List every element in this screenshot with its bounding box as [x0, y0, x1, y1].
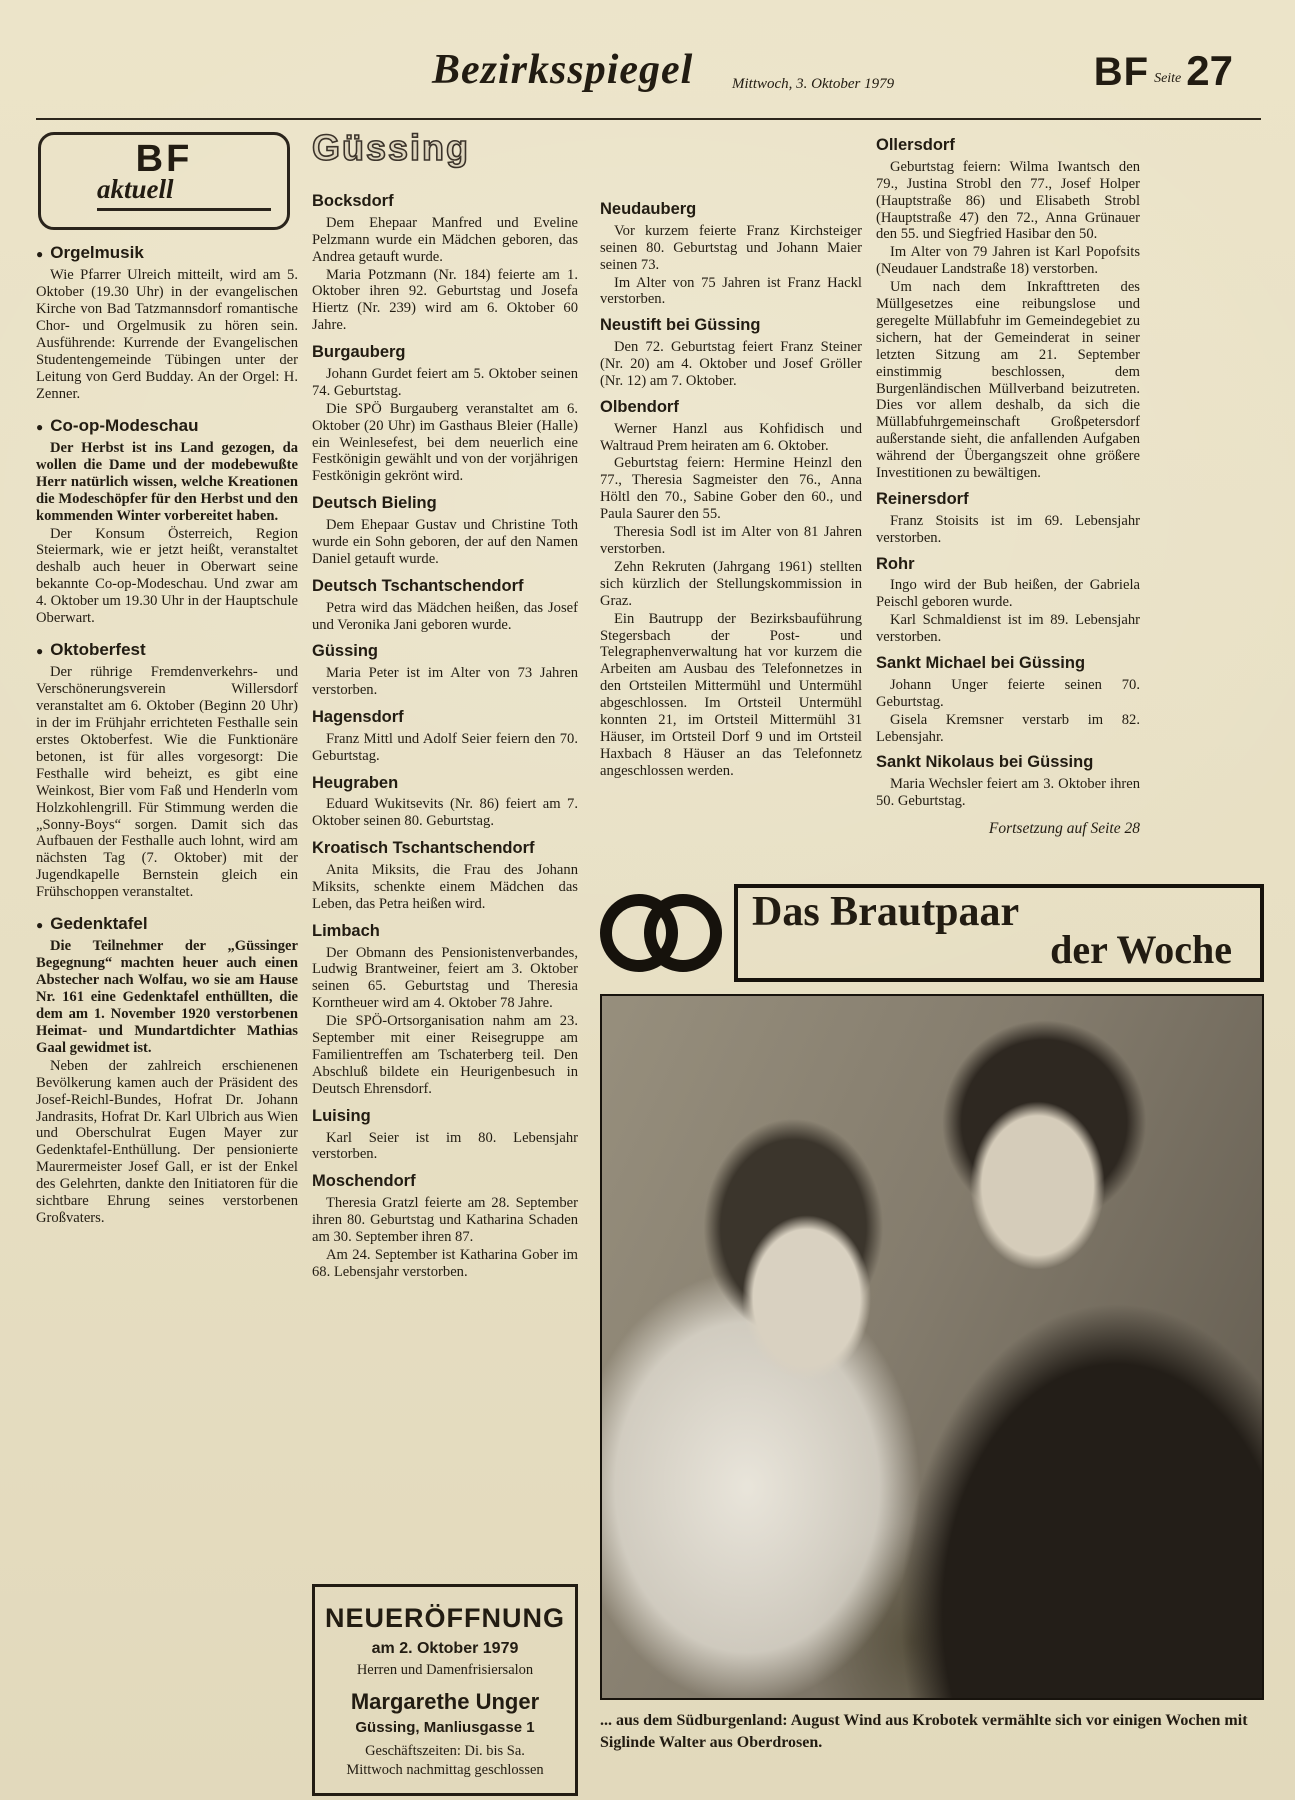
- wedding-rings-icon: [600, 889, 726, 977]
- ad-hours-line1: Geschäftszeiten: Di. bis Sa.: [365, 1742, 525, 1759]
- ad-address: Güssing, Manliusgasse 1: [355, 1718, 535, 1736]
- town-section-neudauberg: [600, 200, 862, 308]
- town-section-limbach: [312, 914, 578, 1099]
- article-paragraph: Der Herbst ist ins Land gezogen, da wollen die Dame und der modebewußte Herr natürlich wissen, welche Kreationen die Modeschöpfer für den Herbst und den kommenden Winter vorbereitet haben.: [36, 440, 298, 524]
- town-section-kroatisch-tschantschendorf: [312, 831, 578, 914]
- town-heading: Neustift bei Güssing: [600, 316, 761, 335]
- article-paragraph: Zehn Rekruten (Jahrgang 1961) stellten sich kürzlich der Stellungskommission in Graz.: [600, 558, 862, 609]
- masthead-title: Bezirksspiegel: [432, 47, 694, 93]
- page-number: 27: [1186, 47, 1233, 94]
- town-heading: Luising: [312, 1106, 371, 1125]
- article-paragraph: Eduard Wukitsevits (Nr. 86) feiert am 7. Oktober seinen 80. Geburtstag.: [312, 796, 578, 830]
- wedding-photo: [600, 994, 1264, 1700]
- bullet-icon: ●: [36, 644, 44, 658]
- dateline: Mittwoch, 3. Oktober 1979: [732, 76, 895, 92]
- town-section-sankt-michael: [876, 654, 1140, 745]
- article-paragraph: Dem Ehepaar Manfred und Eveline Pelzmann wurde ein Mädchen geboren, das Andrea getauft wurde.: [312, 214, 578, 265]
- article-coop-modeschau: [36, 416, 298, 627]
- article-gedenktafel: [36, 914, 298, 1227]
- town-heading: Güssing: [312, 642, 379, 661]
- article-paragraph: Am 24. September ist Katharina Gober im 68. Lebensjahr verstorben.: [312, 1246, 578, 1280]
- article-title: Oktoberfest: [50, 640, 146, 659]
- article-paragraph: Geburtstag feiern: Hermine Heinzl den 77., Theresia Sagmeister den 76., Anna Höltl den 70., Sabine Gober den 60., und Paula Saurer den 55.: [600, 455, 862, 523]
- article-paragraph: Maria Peter ist im Alter von 73 Jahren verstorben.: [312, 665, 578, 699]
- article-paragraph: Im Alter von 75 Jahren ist Franz Hackl verstorben.: [600, 274, 862, 308]
- bullet-icon: ●: [36, 247, 44, 261]
- brand-mark: BF: [1093, 50, 1150, 94]
- column-bf-aktuell: [36, 128, 298, 1228]
- town-section-moschendorf: [312, 1164, 578, 1281]
- town-heading: Deutsch Tschantschendorf: [312, 576, 524, 595]
- town-heading: Neudauberg: [600, 200, 697, 218]
- town-section-rohr: [876, 555, 1140, 646]
- article-paragraph: Um nach dem Inkrafttreten des Müllgesetzes eine reibungslose und geregelte Müllabfuhr im Gemeindegebiet zu sichern, hat der Gemeinderat in seiner letzten Sitzung am 21. September einstimmig beschlossen, dem Burgenländischen Müllverband beizutreten. Dies vor allem deshalb, da sich die Müllabfuhrgemeinschaft Großpetersdorf außerstande sieht, die anfallenden Aufgaben während der Übergangszeit ohne größere Investitionen zu bewältigen.: [876, 279, 1140, 482]
- article-paragraph: Maria Potzmann (Nr. 184) feierte am 1. Oktober ihren 92. Geburtstag und Josefa Hiertz (Nr. 239) wird am 6. Oktober 60 Jahre.: [312, 266, 578, 334]
- bf-logo-text: BF: [135, 138, 193, 180]
- article-paragraph: Die Teilnehmer der „Güssinger Begegnung“ machten heuer auch einen Abstecher nach Wolfau, wo sie am Hause Nr. 161 eine Gedenktafel enthüllten, die dem am 1. November 1920 verstorbenen Heimat- und Mundartdichter Mathias Gaal gewidmet ist.: [36, 938, 298, 1056]
- town-section-burgauberg: [312, 335, 578, 486]
- article-heading: [36, 640, 298, 660]
- header-rule: [36, 118, 1261, 120]
- article-title: Orgelmusik: [50, 243, 144, 262]
- article-paragraph: Theresia Sodl ist im Alter von 81 Jahren verstorben.: [600, 524, 862, 557]
- bf-aktuell-logo: [38, 132, 290, 230]
- town-heading: Sankt Nikolaus bei Güssing: [876, 753, 1094, 772]
- article-heading: [36, 914, 298, 934]
- column-four: [876, 128, 1140, 838]
- town-section-neustift: [600, 316, 862, 390]
- town-heading: Deutsch Bieling: [312, 494, 437, 513]
- ring-icon: [644, 894, 722, 972]
- town-section-sankt-nikolaus: [876, 753, 1140, 810]
- town-heading: Limbach: [312, 921, 380, 940]
- article-paragraph: Karl Schmaldienst ist im 89. Lebensjahr verstorben.: [876, 612, 1140, 646]
- town-heading: Bocksdorf: [312, 192, 394, 210]
- town-section-olbendorf: [600, 398, 862, 780]
- town-heading: Ollersdorf: [876, 136, 955, 154]
- town-section-deutsch-tschantschendorf: [312, 569, 578, 635]
- article-title: Co-op-Modeschau: [50, 415, 199, 435]
- article-paragraph: Anita Miksits, die Frau des Johann Miksits, schenkte einem Mädchen das Leben, das Petra heißen wird.: [312, 862, 578, 912]
- town-heading: Reinersdorf: [876, 490, 969, 509]
- town-heading: Rohr: [876, 554, 915, 573]
- article-oktoberfest: [36, 640, 298, 901]
- town-heading: Moschendorf: [312, 1172, 416, 1191]
- article-paragraph: Johann Gurdet feiert am 5. Oktober seinen 74. Geburtstag.: [312, 365, 578, 399]
- article-heading: [36, 416, 298, 436]
- article-paragraph: Der Konsum Österreich, Region Steiermark, wie er jetzt heißt, veranstaltet deshalb auch heuer in Oberwart seine bekannte Co-op-Modeschau. Und zwar am 4. Oktober um 19.30 Uhr in der Hauptschule Oberwart.: [36, 525, 298, 627]
- article-paragraph: Der rührige Fremdenverkehrs- und Verschönerungsverein Willersdorf veranstaltet am 6. Oktober (Beginn 20 Uhr) in der im Frühjahr errichteten Festhalle sein erstes Oktoberfest. Wie die Funktionäre betonen, ist für alles vorgesorgt: Die Festhalle wird beheizt, es gibt eine Weinkost, Bier vom Faß und Henderln vom Holzkohlengrill. Für Stimmung werden die „Sonny-Boys“ sorgen. Damit sich das Aufbauen der Festhalle auch lohnt, wird am nächsten Tag (7. Oktober) mit der Jugendkapelle Bernstein gleich ein Frühschoppen veranstaltet.: [36, 664, 298, 901]
- article-paragraph: Der Obmann des Pensionistenverbandes, Ludwig Brantweiner, feiert am 3. Oktober seinen 65. Geburtstag und Theresia Korntheuer wird am 4. Oktober 78 Jahre.: [312, 944, 578, 1012]
- town-heading: Hagensdorf: [312, 708, 404, 727]
- article-paragraph: Franz Stoisits ist im 69. Lebensjahr verstorben.: [876, 512, 1140, 546]
- town-section-guessing: [312, 634, 578, 700]
- town-section-ollersdorf: [876, 136, 1140, 482]
- article-paragraph: Die SPÖ-Ortsorganisation nahm am 23. September mit einer Reisegruppe am Familientreffen am Tschaterberg teil. Den Abschluß bildete ein Heurigenbesuch in Deutsch Ehrensdorf.: [312, 1013, 578, 1097]
- brautpaar-title-line2: der Woche: [1050, 927, 1232, 973]
- article-paragraph: Vor kurzem feierte Franz Kirchsteiger seinen 80. Geburtstag und Johann Maier seinen 73.: [600, 222, 862, 273]
- town-section-bocksdorf: [312, 184, 578, 335]
- town-heading: Kroatisch Tschantschendorf: [312, 839, 535, 858]
- bullet-icon: ●: [36, 419, 44, 434]
- article-paragraph: Karl Seier ist im 80. Lebensjahr verstorben.: [312, 1129, 578, 1163]
- ad-date: am 2. Oktober 1979: [371, 1639, 519, 1657]
- district-title: Güssing: [312, 127, 471, 168]
- article-paragraph: Die SPÖ Burgauberg veranstaltet am 6. Oktober (20 Uhr) im Gasthaus Bleier (Halle) ein Weinlesefest, bei dem neuerlich eine Festkönigin gewählt und von der vorjährigen Festkönigin gekrönt wird.: [312, 400, 578, 485]
- article-paragraph: Dem Ehepaar Gustav und Christine Toth wurde ein Sohn geboren, der auf den Namen Daniel getauft wurde.: [312, 517, 578, 567]
- article-paragraph: Werner Hanzl aus Kohfidisch und Waltraud Prem heiraten am 6. Oktober.: [600, 420, 862, 454]
- article-paragraph: Johann Unger feierte seinen 70. Geburtstag.: [876, 676, 1140, 710]
- town-section-luising: [312, 1099, 578, 1165]
- ad-hours-line2: Mittwoch nachmittag geschlossen: [346, 1762, 544, 1779]
- article-paragraph: Franz Mittl und Adolf Seier feiern den 70. Geburtstag.: [312, 730, 578, 764]
- continuation-note: Fortsetzung auf Seite 28: [988, 820, 1140, 838]
- town-heading: Heugraben: [312, 773, 399, 792]
- ad-headline: NEUERÖFFNUNG: [325, 1602, 565, 1633]
- article-paragraph: Wie Pfarrer Ulreich mitteilt, wird am 5. Oktober (19.30 Uhr) in der evangelischen Kirche von Bad Tatzmannsdorf romantische Chor- und Orgelmusik zu hören sein. Ausführende: Kurrende der Evangelischen Studentengemeinde Tübingen unter der Leitung von Gerd Budday. An der Orgel: H. Zenner.: [36, 267, 298, 402]
- ad-subtitle: Herren und Damenfrisiersalon: [356, 1661, 534, 1678]
- town-section-reinersdorf: [876, 490, 1140, 547]
- photo-caption: ... aus dem Südburgenland: August Wind aus Krobotek vermählte sich vor einigen Wochen mit Siglinde Walter aus Oberdrosen.: [600, 1712, 1248, 1751]
- page-info: [1093, 47, 1233, 94]
- article-heading: [36, 243, 298, 263]
- brautpaar-der-woche: [600, 884, 1264, 1753]
- brautpaar-header: [600, 884, 1264, 982]
- article-paragraph: Ein Bautrupp der Bezirksbauführung Stegersbach der Post- und Telegraphenverwaltung hat vor kurzem die Arbeiten am Ausbau des Telefonnetzes in den Ortsteilen Mittermühl und Untermühl abgeschlossen. Im Ortsteil Untermühl konnten 21, im Ortsteil Mittermühl 31 Häuser, im Ortsteil Dorf 9 und im Ortsteil Haxbach 8 Häuser an das Telefonnetz angeschlossen werden.: [600, 610, 862, 779]
- column-guessing: [312, 128, 578, 1796]
- article-paragraph: Gisela Kremsner verstarb im 82. Lebensjahr.: [876, 711, 1140, 745]
- article-paragraph: Im Alter von 79 Jahren ist Karl Popofsits (Neudauer Landstraße 18) verstorben.: [876, 244, 1140, 278]
- article-paragraph: Neben der zahlreich erschienenen Bevölkerung kamen auch der Präsident des Josef-Reichl-Bundes, Hofrat Dr. Johann Jandrasits, Hofrat Dr. Karl Ulbrich aus Wien und Oberschulrat Eugen Mayer zur Gedenktafel-Enthüllung. Der pensionierte Maurermeister Josef Gall, er ist der Enkel des Gelehrten, dankte den Initiatoren für die sichtbare Ehrung seines verstorbenen Großvaters.: [36, 1057, 298, 1226]
- ad-neueroeffnung: [312, 1584, 578, 1796]
- town-heading: Burgauberg: [312, 343, 406, 362]
- article-paragraph: Geburtstag feiern: Wilma Iwantsch den 79., Justina Strobl den 77., Josef Holper (Hauptstraße 86) und Elisabeth Strobl (Hauptstraße 47) den 72., Anna Grünauer den 55. und Siegfried Hasibar den 50.: [876, 158, 1140, 243]
- town-section-heugraben: [312, 766, 578, 832]
- article-paragraph: Theresia Gratzl feierte am 28. September ihren 80. Geburtstag und Katharina Schaden am 30. September ihren 87.: [312, 1195, 578, 1245]
- article-title: Gedenktafel: [50, 914, 148, 934]
- article-paragraph: Maria Wechsler feiert am 3. Oktober ihren 50. Geburtstag.: [876, 776, 1140, 810]
- town-section-hagensdorf: [312, 700, 578, 766]
- column-three: [600, 192, 862, 781]
- article-orgelmusik: [36, 243, 298, 403]
- bullet-icon: ●: [36, 918, 44, 933]
- ad-business-name: Margarethe Unger: [350, 1688, 540, 1714]
- brautpaar-title-line1: Das Brautpaar: [752, 889, 1020, 935]
- ad-hours: [323, 1742, 567, 1781]
- aktuell-logo-text: aktuell: [97, 175, 271, 211]
- article-paragraph: Ingo wird der Bub heißen, der Gabriela Peischl geboren wurde.: [876, 577, 1140, 611]
- town-heading: Olbendorf: [600, 397, 679, 416]
- seite-label: Seite: [1154, 71, 1182, 86]
- article-paragraph: Petra wird das Mädchen heißen, das Josef und Veronika Jani geboren wurde.: [312, 599, 578, 633]
- brautpaar-title-box: [734, 884, 1264, 982]
- article-paragraph: Den 72. Geburtstag feiert Franz Steiner (Nr. 20) am 4. Oktober und Josef Gröller (Nr. 12) am 7. Oktober.: [600, 339, 862, 389]
- town-heading: Sankt Michael bei Güssing: [876, 654, 1086, 673]
- town-section-deutsch-bieling: [312, 486, 578, 569]
